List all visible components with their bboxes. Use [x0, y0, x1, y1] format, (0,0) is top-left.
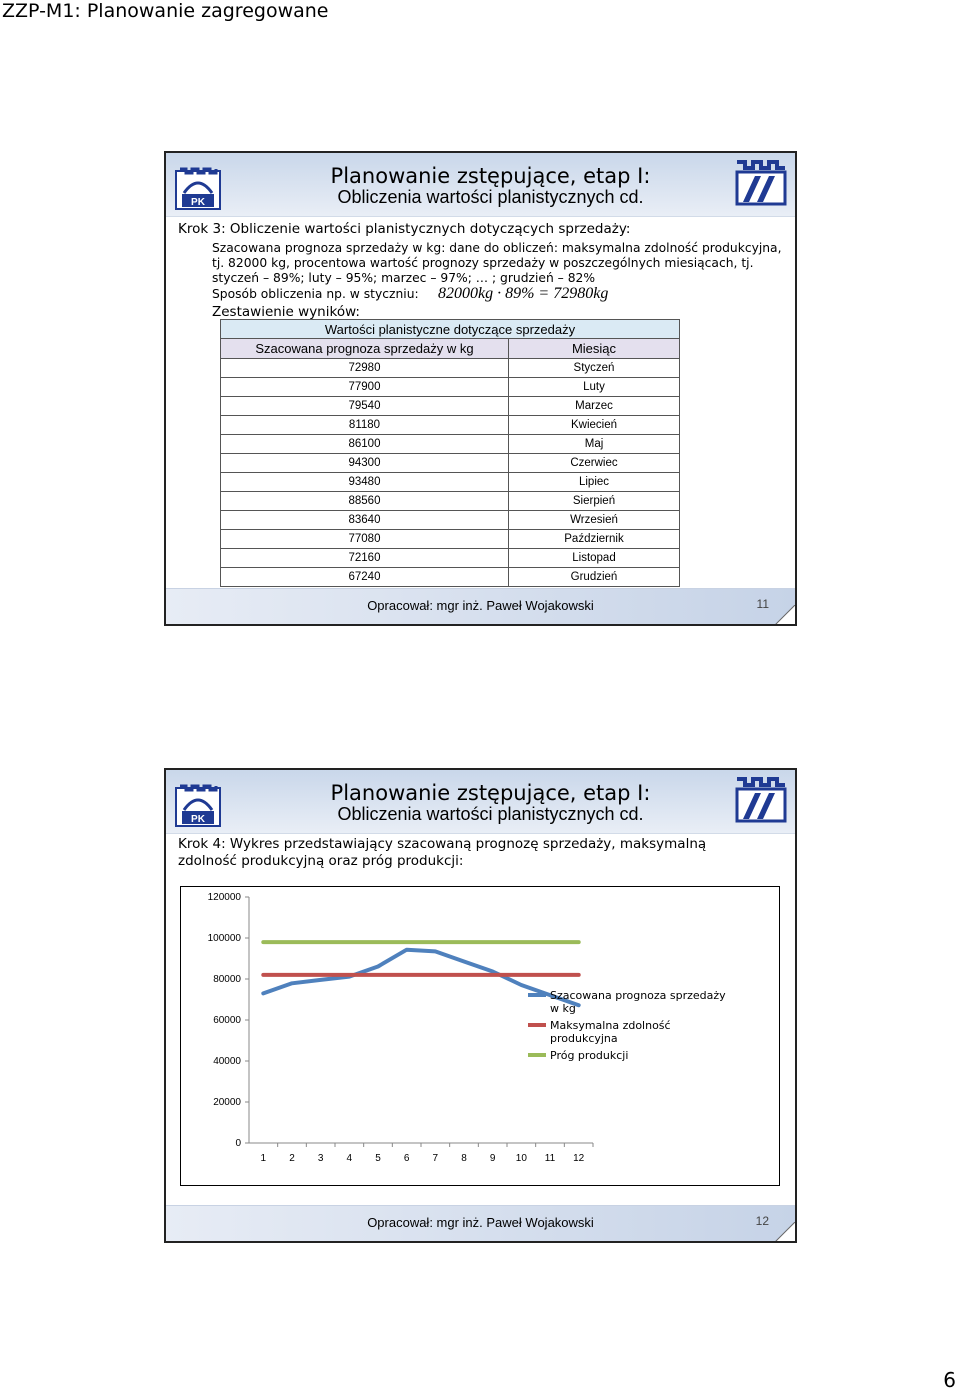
month-cell: Czerwiec: [509, 454, 680, 473]
month-cell: Grudzień: [509, 568, 680, 587]
y-tick-label: 80000: [213, 974, 241, 985]
table-row: [221, 511, 680, 530]
y-tick-label: 40000: [213, 1056, 241, 1067]
table-row: [221, 530, 680, 549]
step-4-text-line2: zdolność produkcyjną oraz próg produkcji:: [178, 853, 464, 869]
forecast-cell: 86100: [221, 435, 509, 454]
table-row: [221, 416, 680, 435]
month-cell: Maj: [509, 435, 680, 454]
slide-11: [164, 151, 797, 626]
slide-header: [166, 153, 795, 217]
page-curl-icon: [775, 1222, 795, 1242]
slide-footer: [166, 588, 795, 624]
forecast-cell: 94300: [221, 454, 509, 473]
month-cell: Styczeń: [509, 359, 680, 378]
document-header: ZZP-M1: Planowanie zagregowane: [2, 0, 329, 22]
table-caption: Wartości planistyczne dotyczące sprzedaży: [221, 320, 680, 339]
forecast-cell: 67240: [221, 568, 509, 587]
svg-text:PK: PK: [191, 197, 205, 208]
y-tick-label: 20000: [213, 1097, 241, 1108]
page-curl-icon: [775, 605, 795, 625]
calculation-formula: 82000kg · 89% = 72980kg: [438, 285, 609, 302]
slide-title-line2: Obliczenia wartości planistycznych cd.: [337, 187, 644, 208]
sales-planning-table: [220, 319, 680, 587]
forecast-cell: 93480: [221, 473, 509, 492]
footer-author: Opracował: mgr inż. Paweł Wojakowski: [367, 1215, 594, 1230]
y-tick-label: 0: [235, 1138, 241, 1149]
slide-header: [166, 770, 795, 834]
forecast-cell: 77080: [221, 530, 509, 549]
forecast-cell: 72160: [221, 549, 509, 568]
forecast-cell: 79540: [221, 397, 509, 416]
forecast-cell: 83640: [221, 511, 509, 530]
step-4-text-line1: Krok 4: Wykres przedstawiający szacowaną prognozę sprzedaży, maksymalną: [178, 836, 707, 852]
bullet-line-3: styczeń – 89%; luty – 95%; marzec – 97%; … ; grudzień – 82%: [212, 271, 596, 285]
x-tick-label: 5: [375, 1153, 381, 1164]
column-header-month: Miesiąc: [509, 339, 680, 359]
table-row: [221, 454, 680, 473]
x-tick-label: 4: [346, 1153, 353, 1164]
footer-author: Opracował: mgr inż. Paweł Wojakowski: [367, 598, 594, 613]
month-cell: Kwiecień: [509, 416, 680, 435]
calculation-method-text: Sposób obliczenia np. w styczniu:: [212, 287, 419, 301]
month-cell: Wrzesień: [509, 511, 680, 530]
legend-label-3: Próg produkcji: [550, 1049, 629, 1062]
legend-label-2: Maksymalna zdolność: [550, 1019, 671, 1032]
slide-12: [164, 768, 797, 1243]
y-tick-label: 60000: [213, 1015, 241, 1026]
legend-label-1-line2: w kg: [550, 1002, 576, 1015]
slide-title: [256, 165, 725, 208]
step-3-text: Krok 3: Obliczenie wartości planistycznych dotyczących sprzedaży:: [178, 221, 631, 237]
forecast-cell: 81180: [221, 416, 509, 435]
x-tick-label: 11: [544, 1153, 556, 1164]
x-tick-label: 8: [461, 1153, 467, 1164]
bullet-line-1: Szacowana prognoza sprzedaży w kg: dane do obliczeń: maksymalna zdolność produkcyjna,: [212, 241, 782, 255]
legend-label-1: Szacowana prognoza sprzedaży: [550, 989, 726, 1002]
table-row: [221, 568, 680, 587]
x-tick-label: 1: [260, 1153, 267, 1164]
x-tick-label: 10: [515, 1153, 527, 1164]
summary-label: Zestawienie wyników:: [212, 304, 360, 320]
x-tick-label: 12: [573, 1153, 585, 1164]
month-cell: Luty: [509, 378, 680, 397]
table-row: [221, 435, 680, 454]
x-tick-label: 6: [403, 1153, 410, 1164]
month-cell: Październik: [509, 530, 680, 549]
x-tick-label: 9: [489, 1153, 496, 1164]
month-cell: Lipiec: [509, 473, 680, 492]
forecast-cell: 88560: [221, 492, 509, 511]
page-number: 6: [943, 1368, 956, 1392]
slide-title-line2: Obliczenia wartości planistycznych cd.: [337, 804, 644, 825]
slide-title-line1: Planowanie zstępujące, etap I:: [330, 781, 651, 805]
table-row: [221, 473, 680, 492]
pk-university-logo-icon: [174, 780, 222, 828]
forecast-cell: 72980: [221, 359, 509, 378]
slide-number: 12: [755, 1214, 769, 1228]
column-header-forecast: Szacowana prognoza sprzedaży w kg: [221, 339, 509, 359]
svg-text:PK: PK: [191, 814, 205, 825]
y-tick-label: 120000: [207, 892, 241, 903]
slide-title: [256, 782, 725, 825]
month-cell: Sierpień: [509, 492, 680, 511]
table-row: [221, 359, 680, 378]
slide-number: 11: [756, 597, 769, 611]
sales-forecast-chart: [180, 886, 780, 1186]
table-row: [221, 378, 680, 397]
table-row: [221, 549, 680, 568]
legend-label-2-line2: produkcyjna: [550, 1032, 618, 1045]
x-tick-label: 3: [317, 1153, 324, 1164]
slide-footer: [166, 1205, 795, 1241]
x-tick-label: 2: [289, 1153, 295, 1164]
x-tick-label: 7: [432, 1153, 439, 1164]
faculty-logo-icon: [733, 158, 789, 208]
table-row: [221, 492, 680, 511]
pk-university-logo-icon: [174, 163, 222, 211]
y-tick-label: 100000: [207, 933, 241, 944]
month-cell: Listopad: [509, 549, 680, 568]
faculty-logo-icon: [733, 775, 789, 825]
table-row: [221, 397, 680, 416]
month-cell: Marzec: [509, 397, 680, 416]
chart-canvas: [181, 887, 781, 1187]
forecast-cell: 77900: [221, 378, 509, 397]
bullet-line-2: tj. 82000 kg, procentowa wartość prognozy sprzedaży w poszczególnych miesiącach, tj.: [212, 256, 754, 270]
slide-title-line1: Planowanie zstępujące, etap I:: [330, 164, 651, 188]
